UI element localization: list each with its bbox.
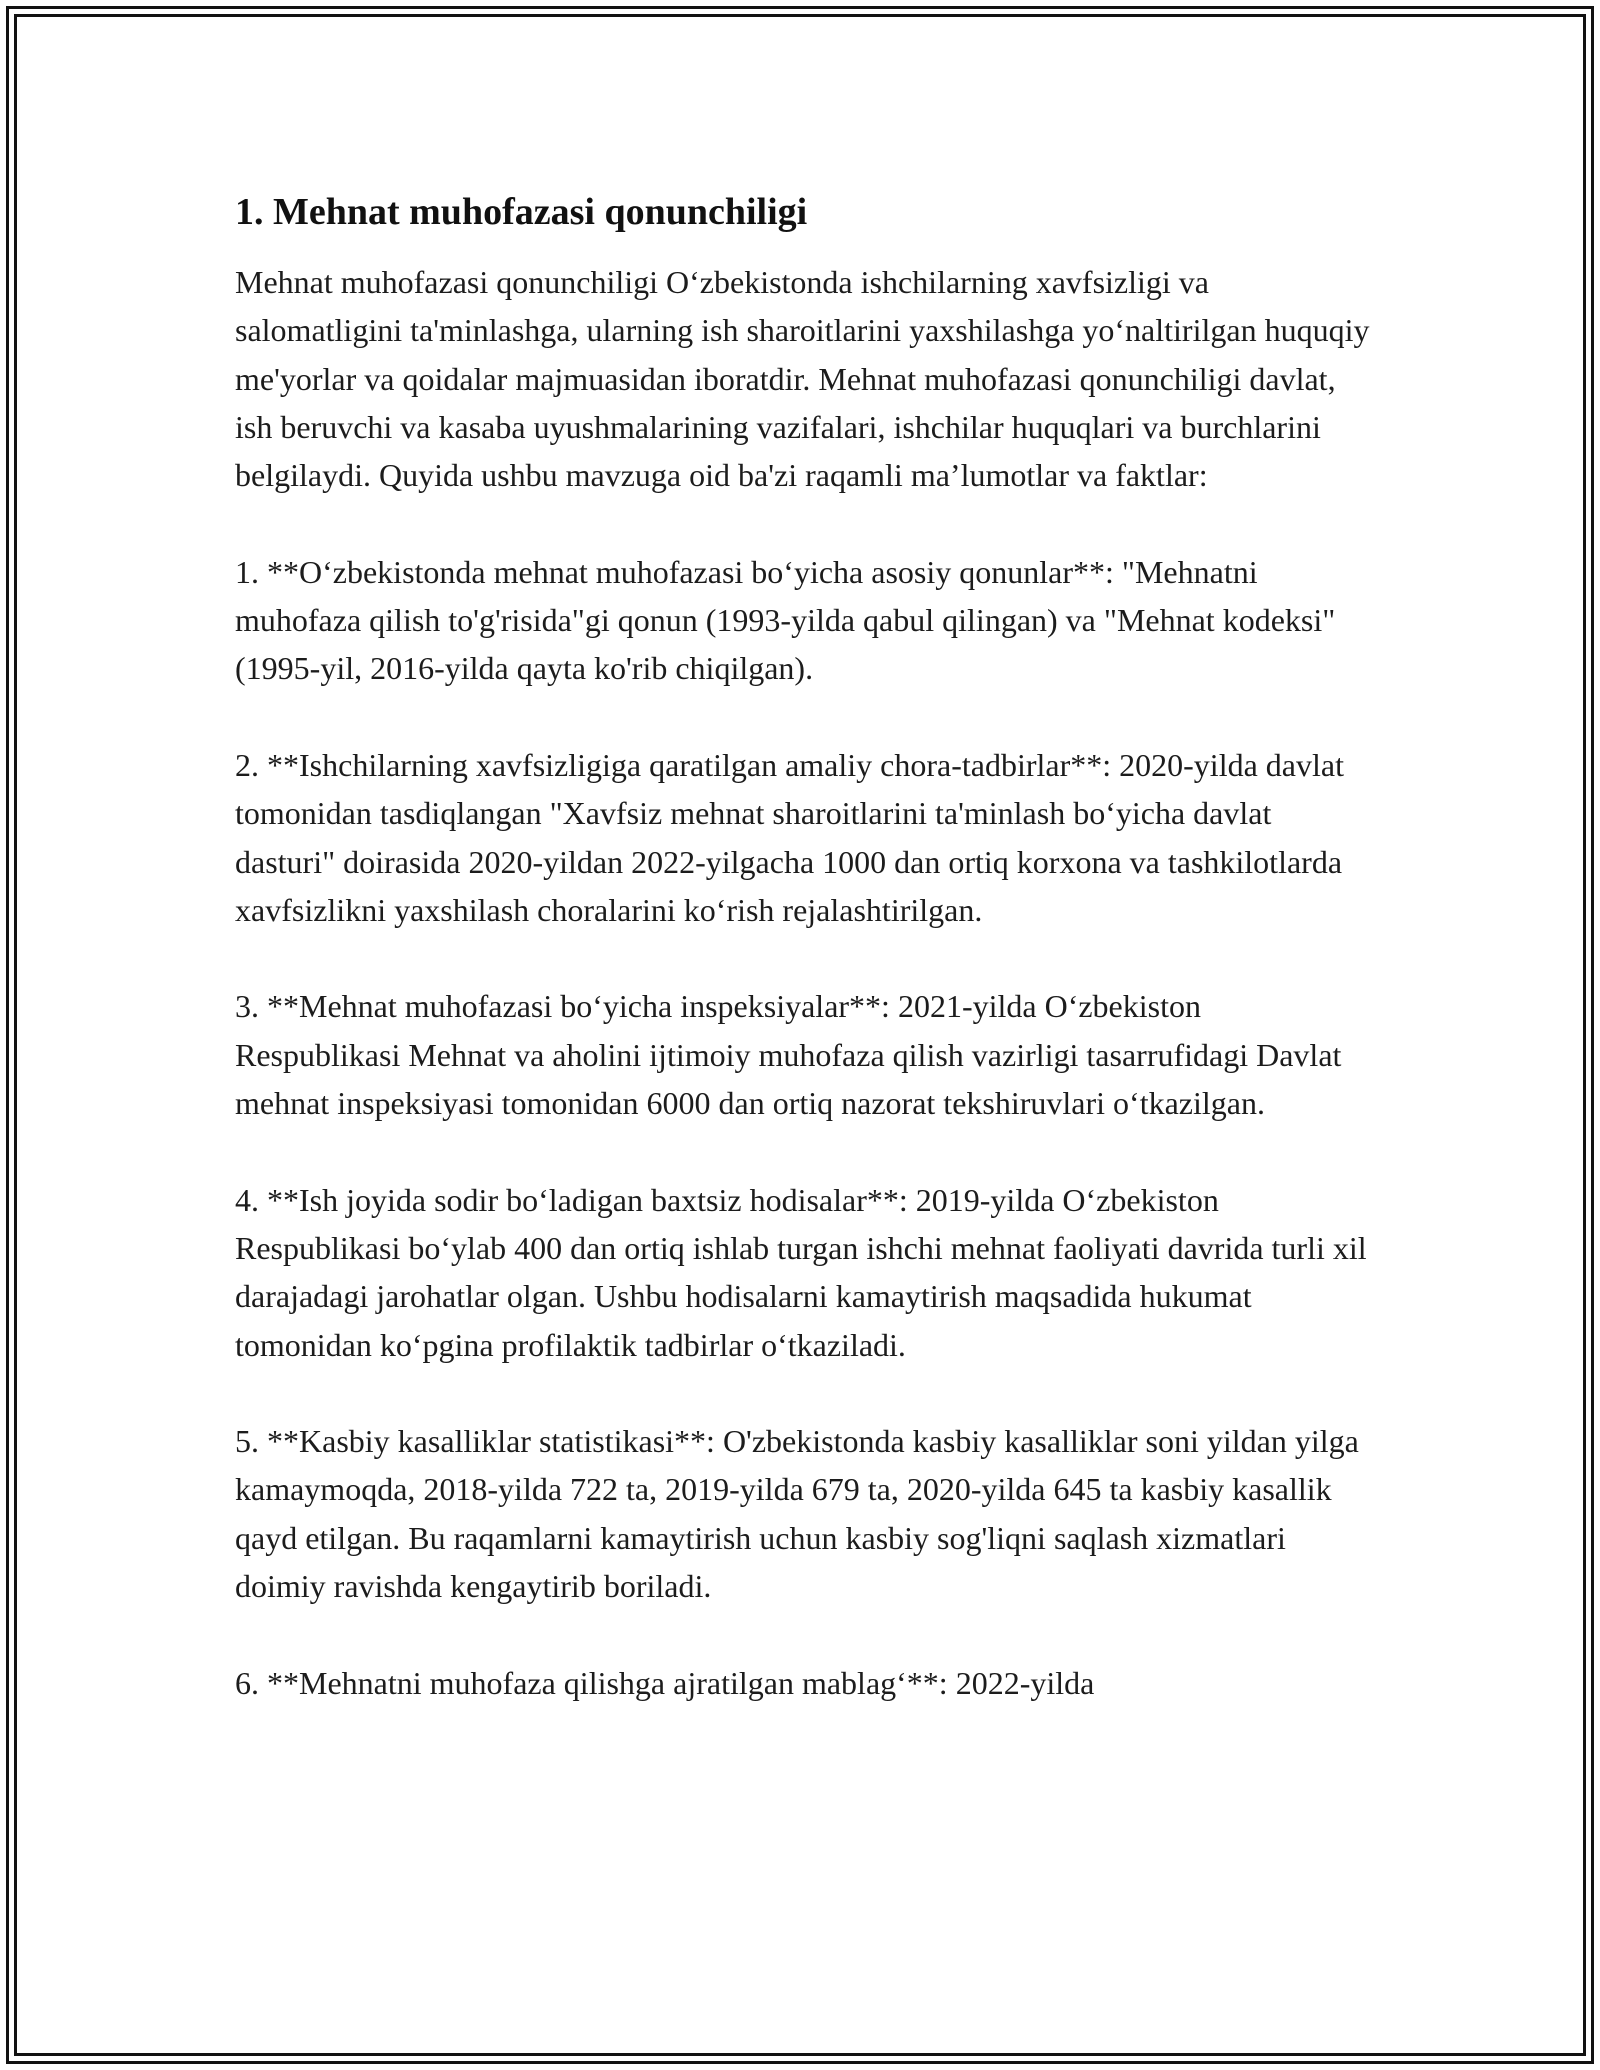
- list-item-4: 4. **Ish joyida sodir bo‘ladigan baxtsiz hodisalar**: 2019-yilda O‘zbekiston Respublikasi bo‘ylab 400 dan ortiq ishlab turgan ishchi mehnat faoliyati davrida turli xil darajadagi jarohatlar olgan. Ushbu hodisalarni kamaytirish maqsadida hukumat tomonidan ko‘pgina profilaktik tadbirlar o‘tkaziladi.: [235, 1181, 1367, 1363]
- list-item-5: 5. **Kasbiy kasalliklar statistikasi**: O'zbekistonda kasbiy kasalliklar soni yildan yilga kamaymoqda, 2018-yilda 722 ta, 2019-yilda 679 ta, 2020-yilda 645 ta kasbiy kasallik qayd etilgan. Bu raqamlarni kamaytirish uchun kasbiy sog'liqni saqlash xizmatlari doimiy ravishda kengaytirib boriladi.: [235, 1423, 1359, 1605]
- paragraph-gap: [235, 934, 1370, 982]
- paragraph-gap: [235, 499, 1370, 547]
- paragraph-gap: [235, 1127, 1370, 1175]
- list-item-2: 2. **Ishchilarning xavfsizligiga qaratilgan amaliy chora-tadbirlar**: 2020-yilda davlat tomonidan tasdiqlangan "Xavfsiz mehnat sharoitlarini ta'minlash bo‘yicha davlat dasturi" doirasida 2020-yildan 2022-yilgacha 1000 dan ortiq korxona va tashkilotlarda xavfsizlikni yaxshilash choralarini ko‘rish rejalashtirilgan.: [235, 746, 1344, 928]
- paragraph-gap: [235, 1610, 1370, 1658]
- list-item-6: 6. **Mehnatni muhofaza qilishga ajratilgan mablag‘**: 2022-yilda: [235, 1664, 1095, 1701]
- document-body: [235, 188, 1370, 1707]
- list-item-1: 1. **O‘zbekistonda mehnat muhofazasi bo‘yicha asosiy qonunlar**: "Mehnatni muhofaza qilish to'g'risida"gi qonun (1993-yilda qabul qilingan) va "Mehnat kodeksi" (1995-yil, 2016-yilda qayta ko'rib chiqilgan).: [235, 553, 1336, 687]
- paragraph-gap: [235, 693, 1370, 741]
- list-item-3: 3. **Mehnat muhofazasi bo‘yicha inspeksiyalar**: 2021-yilda O‘zbekiston Respublikasi Mehnat va aholini ijtimoiy muhofaza qilish vazirligi tasarrufidagi Davlat mehnat inspeksiyasi tomonidan 6000 dan ortiq nazorat tekshiruvlari o‘tkazilgan.: [235, 988, 1342, 1122]
- paragraph-gap: [235, 1369, 1370, 1417]
- document-title: 1. Mehnat muhofazasi qonunchiligi: [235, 191, 808, 233]
- intro-paragraph: Mehnat muhofazasi qonunchiligi O‘zbekistonda ishchilarning xavfsizligi va salomatligini ta'minlashga, ularning ish sharoitlarini yaxshilashga yo‘naltirilgan huquqiy me'yorlar va qoidalar majmuasidan iboratdir. Mehnat muhofazasi qonunchiligi davlat, ish beruvchi va kasaba uyushmalarining vazifalari, ishchilar huquqlari va burchlarini belgilaydi. Quyida ushbu mavzuga oid ba'zi raqamli ma’lumotlar va faktlar:: [235, 264, 1370, 494]
